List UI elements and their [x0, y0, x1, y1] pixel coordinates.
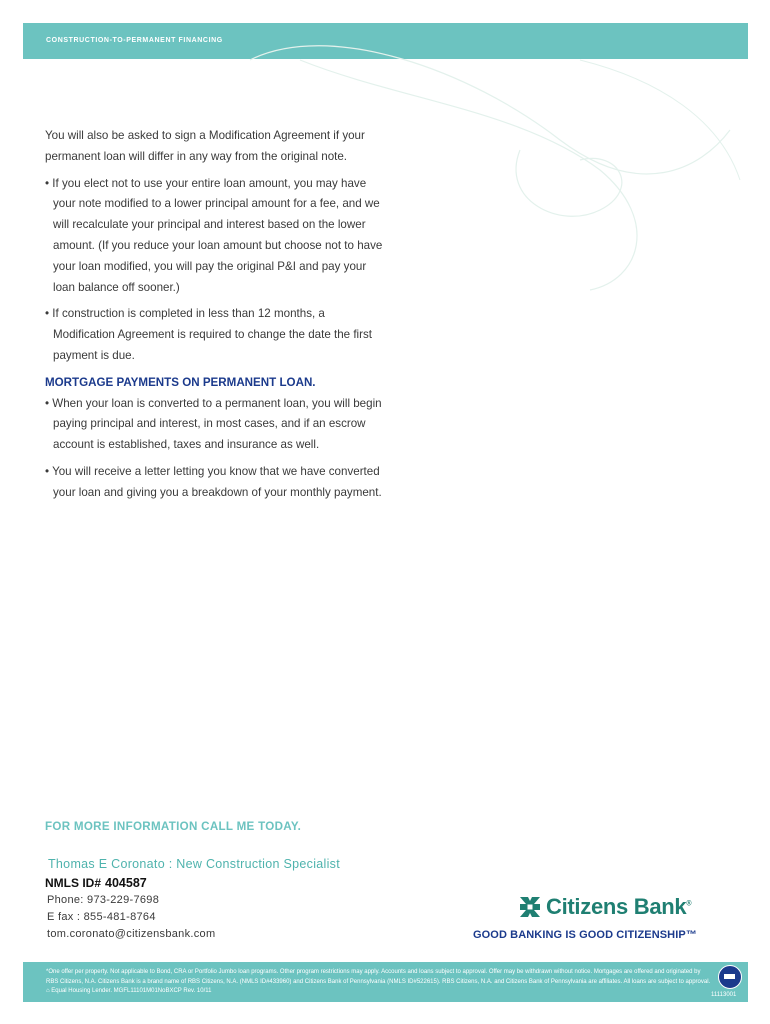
contact-name: Thomas E Coronato : New Construction Specialist: [48, 857, 340, 871]
fax-number: E fax : 855-481-8764: [47, 911, 156, 923]
tagline: GOOD BANKING IS GOOD CITIZENSHIP™: [473, 929, 697, 941]
intro-paragraph: You will also be asked to sign a Modification Agreement if your permanent loan will differ in any way from the original note.: [45, 129, 365, 163]
body-text: [45, 126, 385, 510]
phone-number: Phone: 973-229-7698: [47, 894, 160, 906]
citizens-bank-logo-icon: [518, 895, 542, 919]
citizens-bank-logo-text: Citizens Bank®: [546, 894, 692, 919]
nmls-id: [45, 876, 147, 890]
bullet-item: • If you elect not to use your entire loan amount, you may have your note modified to a lower principal amount for a fee, and we will recalculate your principal and interest based on the lower amount. (If you reduce your loan amount but choose not to have your loan modified, you will pay the original P&I and pay your loan balance off sooner.): [45, 176, 383, 294]
equal-housing-lender-icon: [718, 965, 742, 989]
call-to-action: FOR MORE INFORMATION CALL ME TODAY.: [45, 820, 302, 833]
bullet-item: • When your loan is converted to a permanent loan, you will begin paying principal and interest, in most cases, and if an escrow account is established, taxes and insurance as well.: [45, 396, 382, 452]
header-label: CONSTRUCTION-TO-PERMANENT FINANCING: [46, 37, 223, 44]
footer-band: [23, 962, 748, 1002]
nmls-number: 404587: [105, 876, 147, 890]
bullet-item: • You will receive a letter letting you know that we have converted your loan and giving you a breakdown of your monthly payment.: [45, 464, 382, 499]
form-number: 11113001: [711, 992, 737, 998]
section-heading: MORTGAGE PAYMENTS ON PERMANENT LOAN.: [45, 375, 316, 389]
email-link[interactable]: tom.coronato@citizensbank.com: [47, 928, 216, 940]
bullet-item: • If construction is completed in less than 12 months, a Modification Agreement is required to change the date the first payment is due.: [45, 307, 373, 362]
nmls-label: NMLS ID#: [45, 876, 102, 890]
footer-disclaimer: *One offer per property. Not applicable to Bond, CRA or Portfolio Jumbo loan programs. Other program restrictions may apply. Accounts and loans subject to approval. Offer may be withdrawn without notice. Mortgages are offered and originated by RBS Citizens, N.A. Citizens Bank is a brand name of RBS Citizens, N.A. (NMLS ID#433960) and Citizens Bank of Pennsylvania (NMLS ID#522615). RBS Citizens, N.A. and Citizens Bank of Pennsylvania are affiliates. All loans are subject to approval. ⌂ Equal Housing Lender. MGFL11101M01NoBXCP Rev. 10/11: [46, 969, 711, 994]
citizens-bank-logo: [518, 894, 691, 920]
